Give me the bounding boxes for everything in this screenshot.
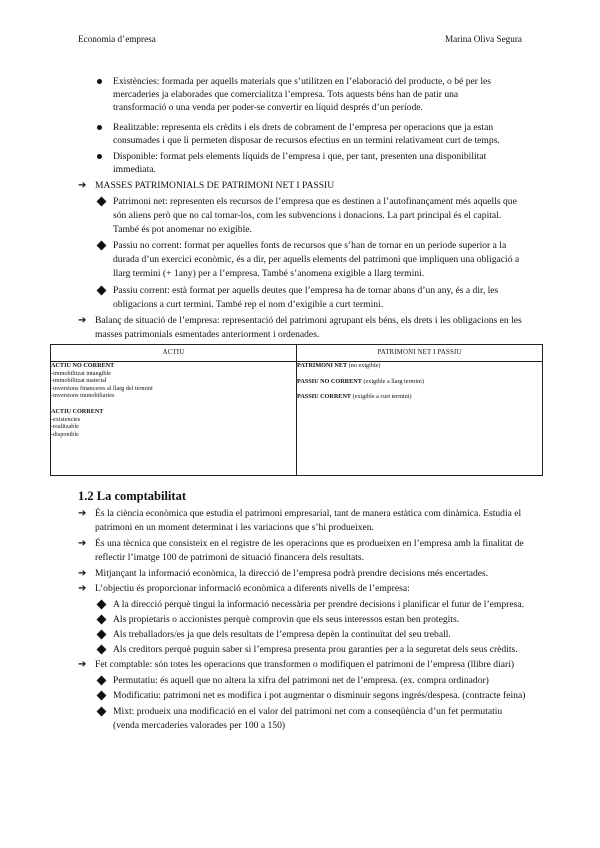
bullet-diamond-icon bbox=[97, 691, 107, 701]
bullet-diamond-icon bbox=[97, 707, 107, 717]
header-author: Marina Oliva Segura bbox=[444, 34, 522, 44]
text-line: reflectir l’imatge 100 de patrimoni de situació financera dels resultats. bbox=[95, 552, 365, 563]
text-line: transformació o una venda per poder-se convertir en líquid després d’un període. bbox=[113, 102, 423, 113]
arrow-right-icon: ➔ bbox=[78, 583, 87, 594]
balance-sheet-table bbox=[50, 344, 543, 476]
list-item: -realitzable bbox=[51, 423, 79, 431]
text-line: Modificatiu: patrimoni net es modifica i pot augmentar o disminuir segons ingrés/despesa. (contracte feina) bbox=[113, 690, 526, 701]
row-note: (exigible a curt termini) bbox=[352, 393, 412, 401]
text-line: Mixt: produeix una modificació en el valor del patrimoni net com a conseqüència d’un fet permutatiu bbox=[113, 706, 503, 717]
text-line: immediata. bbox=[113, 164, 156, 175]
text-line: Als treballadors/es ja que dels resultats de l’empresa depèn la continuïtat del seu treball. bbox=[113, 629, 451, 640]
arrow-right-icon: ➔ bbox=[78, 508, 87, 519]
section-heading: 1.2 La comptabilitat bbox=[78, 489, 186, 503]
text-line: És una tècnica que consisteix en el registre de les operacions que es produeixen en l’empresa amb la finalitat de bbox=[95, 538, 524, 549]
row-title: PASSIU NO CORRENT bbox=[297, 377, 362, 385]
text-line: Permutatiu: és aquell que no altera la xifra del patrimoni net de l’empresa. (ex. compra ordinador) bbox=[113, 675, 489, 686]
text-line: Passiu corrent: està format per aquells deutes que l’empresa ha de tornar abans d’un any, és a dir, les bbox=[113, 285, 499, 296]
table-header-patrimoni-passiu: PATRIMONI NET I PASSIU bbox=[297, 345, 543, 362]
text-line: durada d’un exercici econòmic, és a dir, per aquells elements del patrimoni que impliquen una obligació a bbox=[113, 254, 520, 265]
bullet-diamond-icon bbox=[97, 676, 107, 686]
bullet-diamond-icon bbox=[97, 600, 107, 610]
text-line: (venda mercaderies valorades per 100 a 150) bbox=[113, 720, 286, 731]
row-note: (exigible a llarg termini) bbox=[363, 377, 424, 385]
text-line: Fet comptable: són totes les operacions que transformen o modifiquen el patrimoni de l’empresa (llibre diari) bbox=[95, 659, 515, 670]
arrow-right-icon: ➔ bbox=[78, 659, 87, 670]
text-line: Disponible: format pels elements líquids de l’empresa i que, per tant, presenten una disponibilitat bbox=[113, 151, 487, 162]
text-line: són aliens però que no cal tornar-los, com les subvencions i donacions. La part principal és el capital. bbox=[113, 210, 502, 221]
text-line: Realitzable: representa els crèdits i els drets de cobrament de l’empresa per operacions que ja estan bbox=[113, 122, 494, 133]
bullet-diamond-icon bbox=[97, 615, 107, 625]
header-subject: Economia d’empresa bbox=[78, 34, 156, 44]
text-line: Patrimoni net: representen els recursos de l’empresa que es destinen a l’autofinançament més aquells que bbox=[113, 196, 517, 207]
text-line: Als creditors perquè puguin saber si l’empresa presenta prou garanties per a la seguretat dels seus crèdits. bbox=[113, 644, 518, 655]
text-line: mercaderies ja elaborades que comercialitza l’empresa. Tots aquests béns han de patir una bbox=[113, 89, 459, 100]
text-line: masses patrimonials esmentades anteriorment i ordenades. bbox=[95, 329, 320, 340]
bullet-dot-icon bbox=[97, 79, 102, 84]
bullet-diamond-icon bbox=[97, 286, 107, 296]
text-line: llarg termini (+ 1any) per a l’empresa. També s’anomena exigible a llarg termini. bbox=[113, 268, 425, 279]
row-note: (no exigible) bbox=[348, 362, 381, 369]
row-title: PATRIMONI NET bbox=[297, 362, 348, 369]
bullet-dot-icon bbox=[97, 125, 102, 130]
text-line: És la ciència econòmica que estudia el patrimoni empresarial, tant de manera estàtica com dinàmica. Estudia el bbox=[95, 508, 522, 519]
list-item: -inversions immobiliaries bbox=[51, 392, 115, 400]
text-line: També és pot anomenar no exigible. bbox=[113, 224, 252, 235]
bullet-diamond-icon bbox=[97, 197, 107, 207]
arrow-right-icon: ➔ bbox=[78, 538, 87, 549]
text-line: Als propietaris o accionistes perquè comprovin que els seus interessos estan ben protegits. bbox=[113, 614, 460, 625]
text-line: consumades i que li permeten disposar de recursos efectius en un termini relativament curt de temps. bbox=[113, 135, 500, 146]
text-line: Mitjançant la informació econòmica, la direcció de l’empresa podrà prendre decisions més encertades. bbox=[95, 568, 489, 579]
list-item: -immobilitzat material bbox=[51, 377, 107, 385]
bullet-dot-icon bbox=[97, 154, 102, 159]
row-title: PASSIU CORRENT bbox=[297, 393, 352, 401]
text-line: obligacions a curt termini. També rep el nom d’exigible a curt termini. bbox=[113, 299, 384, 310]
bullet-diamond-icon bbox=[97, 645, 107, 655]
list-item: -existencies bbox=[51, 415, 81, 423]
text-line: Passiu no corrent: format per aquelles fonts de recursos que s’han de tornar en un període superior a la bbox=[113, 240, 507, 251]
arrow-right-icon: ➔ bbox=[78, 180, 87, 191]
patrimoni-passiu-cell bbox=[297, 362, 543, 476]
actiu-no-corrent-title: ACTIU NO CORRENT bbox=[51, 362, 115, 369]
arrow-right-icon: ➔ bbox=[78, 315, 87, 326]
actiu-cell bbox=[51, 362, 297, 476]
arrow-right-icon: ➔ bbox=[78, 568, 87, 579]
table-header-actiu: ACTIU bbox=[51, 345, 297, 362]
section-subtitle: MASSES PATRIMONIALS DE PATRIMONI NET I PASSIU bbox=[95, 180, 335, 191]
text-line: Existències: formada per aquells materials que s’utilitzen en l’elaboració del producte, o bé per les bbox=[113, 76, 492, 87]
list-item: -disponible bbox=[51, 430, 79, 438]
actiu-corrent-title: ACTIU CORRENT bbox=[51, 407, 104, 415]
text-line: L’objectiu és proporcionar informació econòmica a diferents nivells de l’empresa: bbox=[95, 583, 410, 594]
list-item: -inversions financeres al llarg del termini bbox=[51, 384, 153, 392]
table-row bbox=[297, 362, 542, 370]
table-row bbox=[297, 393, 542, 401]
table-row bbox=[297, 378, 542, 386]
text-line: Balanç de situació de l’empresa: representació del patrimoni agrupant els béns, els drets i les obligacions en les bbox=[95, 315, 522, 326]
text-line: patrimoni en un moment determinat i les variacions que s’hi produeixen. bbox=[95, 522, 374, 533]
bullet-diamond-icon bbox=[97, 241, 107, 251]
text-line: A la direcció perquè tingui la informació necessària per prendre decisions i planificar el futur de l’empresa. bbox=[113, 599, 525, 610]
list-item: -immobilitzat intangible bbox=[51, 369, 111, 377]
bullet-diamond-icon bbox=[97, 630, 107, 640]
